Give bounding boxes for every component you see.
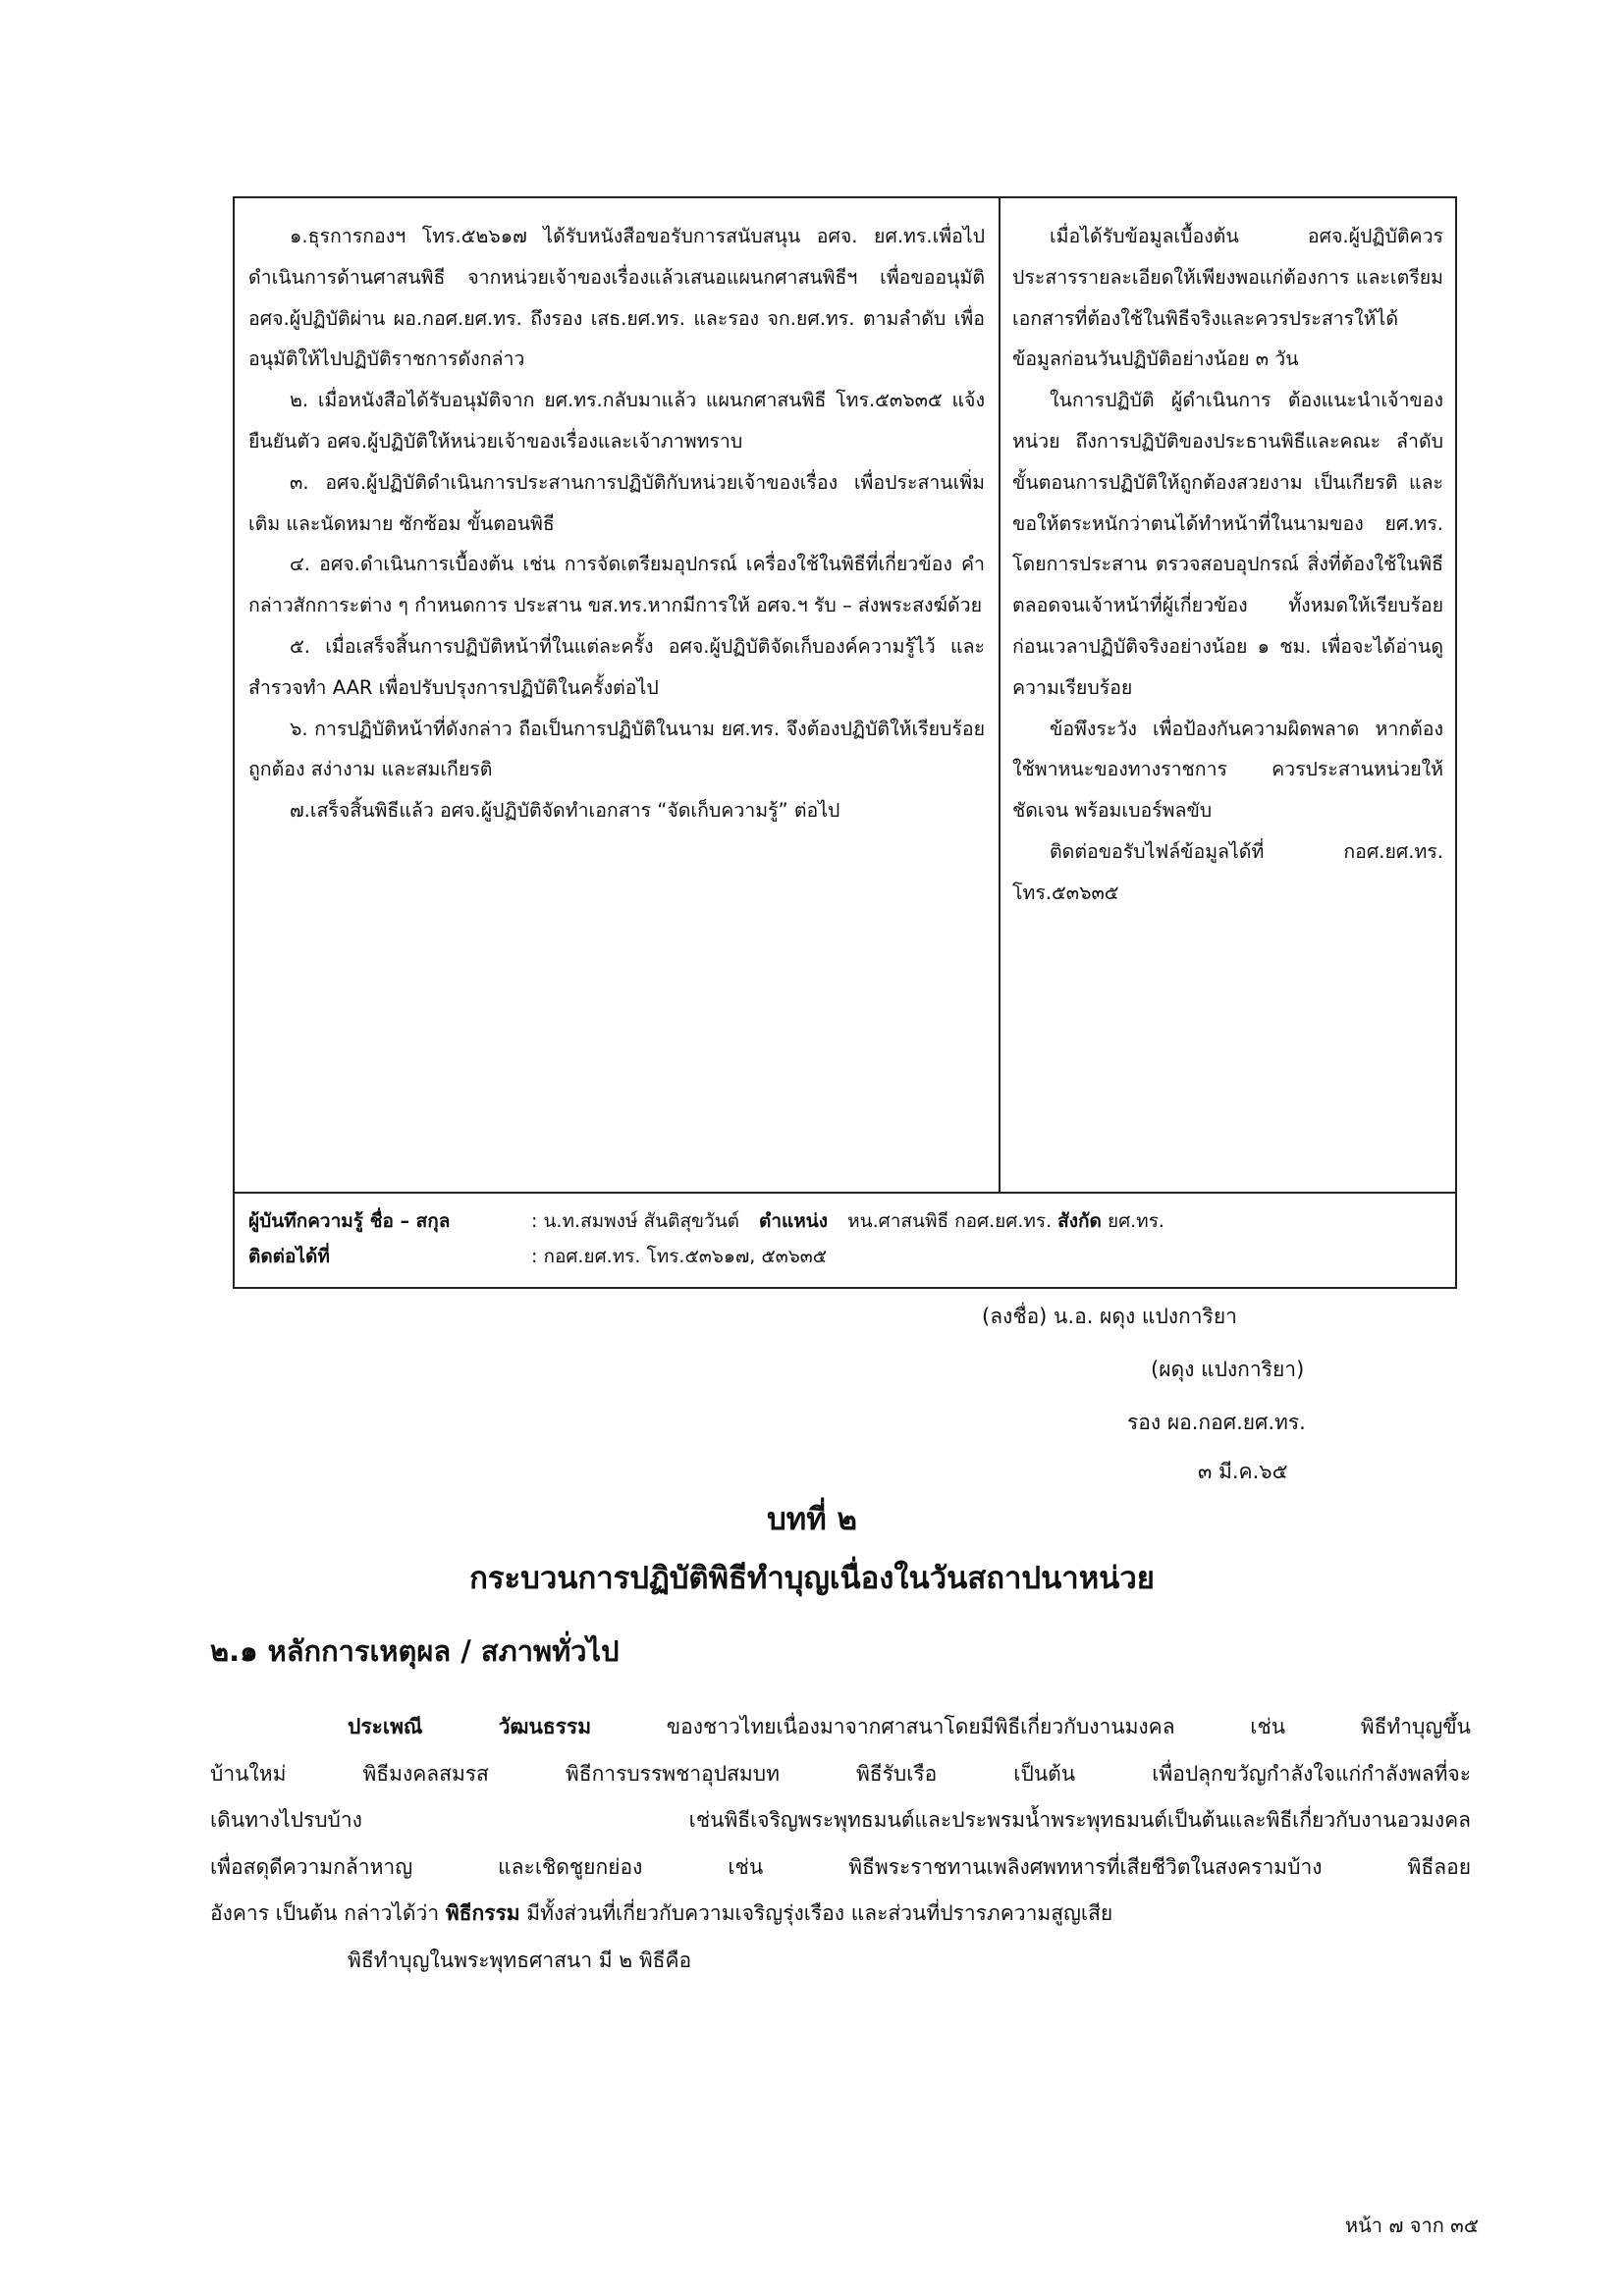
unit-value: ยศ.ทร. — [1107, 1210, 1164, 1232]
knowledge-table — [233, 196, 1457, 1289]
tip-4: ติดต่อขอรับไฟล์ข้อมูลได้ที่ กอศ.ยศ.ทร. โทร.๕๓๖๓๕ — [1012, 839, 1443, 904]
body-line-3: เดินทางไปรบบ้าง เช่นพิธีเจริญพระพุทธมนต์และประพรมน้ำพระพุทธมนต์เป็นต้นและพิธีเกี่ยวกับงานอวมงคล — [210, 1808, 1471, 1832]
procedure-step-1: ๑.ธุรการกองฯ โทร.๕๒๖๑๗ ได้รับหนังสือขอรับการสนับสนุน อศจ. ยศ.ทร.เพื่อไปดำเนินการด้านศาสนพิธี จากหน่วยเจ้าของเรื่องแล้วเสนอแผนกศาสนพิธีฯ เพื่อขออนุมัติ อศจ.ผู้ปฏิบัติผ่าน ผอ.กอศ.ยศ.ทร. ถึงรอง เสธ.ยศ.ทร. และรอง จก.ยศ.ทร. ตามลำดับ เพื่ออนุมัติให้ไปปฏิบัติราชการดังกล่าว — [248, 225, 985, 371]
signature-name: (ผดุง แปงการิยา) — [1151, 1358, 1305, 1381]
body-line-6: พิธีทำบุญในพระพุทธศาสนา มี ๒ พิธีคือ — [348, 1948, 692, 1972]
section-body — [210, 1704, 1471, 1984]
body-line-2: บ้านใหม่ พิธีมงคลสมรส พิธีการบรรพชาอุปสมบท พิธีรับเรือ เป็นต้น เพื่อปลุกขวัญกำลังใจแก่กำลังพลที่จะ — [210, 1761, 1471, 1786]
body-line-4: เพื่อสดุดีความกล้าหาญ และเชิดชูยกย่อง เช่น พิธีพระราชทานเพลิงศพทหารที่เสียชีวิตในสงครามบ้าง พิธีลอย — [210, 1854, 1471, 1879]
tip-2: ในการปฏิบัติ ผู้ดำเนินการ ต้องแนะนำเจ้าของหน่วย ถึงการปฏิบัติของประธานพิธีและคณะ ลำดับขั้นตอนการปฏิบัติให้ถูกต้องสวยงาม เป็นเกียรติ และขอให้ตระหนักว่าตนได้ทำหน้าที่ในนามของ ยศ.ทร. โดยการประสาน ตรวจสอบอุปกรณ์ สิ่งที่ต้องใช้ในพิธีตลอดจนเจ้าหน้าที่ผู้เกี่ยวข้อง ทั้งหมดให้เรียบร้อยก่อนเวลาปฏิบัติจริงอย่างน้อย ๑ ชม. เพื่อจะได้อ่านดูความเรียบร้อย — [1012, 389, 1443, 699]
contact-row — [248, 1239, 1441, 1274]
table-right-column — [1001, 198, 1455, 1192]
chapter-number: บทที่ ๒ — [767, 1502, 857, 1537]
table-footer — [235, 1192, 1455, 1287]
table-left-column — [235, 198, 1001, 1192]
contact-label: ติดต่อได้ที่ — [248, 1246, 330, 1267]
unit-label: สังกัด — [1057, 1210, 1102, 1232]
procedure-step-5: ๕. เมื่อเสร็จสิ้นการปฏิบัติหน้าที่ในแต่ละครั้ง อศจ.ผู้ปฏิบัติจัดเก็บองค์ความรู้ไว้ และสำรวจทำ AAR เพื่อปรับปรุงการปฏิบัติในครั้งต่อไป — [248, 634, 985, 699]
contact-value: : กอศ.ยศ.ทร. โทร.๕๓๖๑๗, ๕๓๖๓๕ — [531, 1246, 828, 1267]
recorder-label: ผู้บันทึกความรู้ ชื่อ – สกุล — [248, 1210, 451, 1232]
bold-term-tradition: ประเพณี วัฒนธรรม — [348, 1715, 592, 1738]
signature-position: รอง ผอ.กอศ.ยศ.ทร. — [1127, 1411, 1306, 1434]
procedure-step-4: ๔. อศจ.ดำเนินการเบื้องต้น เช่น การจัดเตรียมอุปกรณ์ เครื่องใช้ในพิธีที่เกี่ยวข้อง คำกล่าวสักการะต่าง ๆ กำหนดการ ประสาน ขส.ทร.หากมีการให้ อศจ.ฯ รับ – ส่งพระสงฆ์ด้วย — [248, 553, 985, 617]
signature-line: (ลงชื่อ) น.อ. ผดุง แปงการิยา — [982, 1305, 1237, 1328]
procedure-step-2: ๒. เมื่อหนังสือได้รับอนุมัติจาก ยศ.ทร.กลับมาแล้ว แผนกศาสนพิธี โทร.๕๓๖๓๕ แจ้งยืนยันตัว อศจ.ผู้ปฏิบัติให้หน่วยเจ้าของเรื่องและเจ้าภาพทราบ — [248, 389, 985, 453]
position-label: ตำแหน่ง — [759, 1210, 829, 1232]
section-title: ๒.๑ หลักการเหตุผล / สภาพทั่วไป — [210, 1634, 620, 1668]
tip-3: ข้อพึงระวัง เพื่อป้องกันความผิดพลาด หากต้องใช้พาหนะของทางราชการ ควรประสานหน่วยให้ชัดเจน พร้อมเบอร์พลขับ — [1012, 717, 1443, 823]
signature-date: ๓ มี.ค.๖๕ — [1198, 1460, 1288, 1483]
chapter-title: กระบวนการปฏิบัติพิธีทำบุญเนื่องในวันสถาปนาหน่วย — [469, 1561, 1155, 1596]
procedure-step-7: ๗.เสร็จสิ้นพิธีแล้ว อศจ.ผู้ปฏิบัติจัดทำเอกสาร “จัดเก็บความรู้” ต่อไป — [290, 799, 840, 823]
procedure-step-3: ๓. อศจ.ผู้ปฏิบัติดำเนินการประสานการปฏิบัติกับหน่วยเจ้าของเรื่อง เพื่อประสานเพิ่มเติม และนัดหมาย ซักซ้อม ขั้นตอนพิธี — [248, 470, 985, 535]
recorder-value: : น.ท.สมพงษ์ สันติสุขวันต์ — [531, 1210, 740, 1232]
tip-1: เมื่อได้รับข้อมูลเบื้องต้น อศจ.ผู้ปฏิบัติควรประสารรายละเอียดให้เพียงพอแก่ต้องการ และเตรียมเอกสารที่ต้องใช้ในพิธีจริงและควรประสารให้ได้ข้อมูลก่อนวันปฏิบัติอย่างน้อย ๓ วัน — [1012, 225, 1443, 371]
body-line-5: อังคาร เป็นต้น กล่าวได้ว่า พิธีกรรม มีทั้งส่วนที่เกี่ยวกับความเจริญรุ่งเรือง และส่วนที่ปรารภความสูญเสีย — [210, 1901, 1113, 1925]
procedure-step-6: ๖. การปฏิบัติหน้าที่ดังกล่าว ถือเป็นการปฏิบัติในนาม ยศ.ทร. จึงต้องปฏิบัติให้เรียบร้อย ถูกต้อง สง่างาม และสมเกียรติ — [248, 717, 985, 781]
position-value: หน.ศาสนพิธี กอศ.ยศ.ทร. — [847, 1210, 1053, 1232]
recorder-row — [248, 1203, 1441, 1239]
bold-term-ritual: พิธีกรรม — [445, 1901, 520, 1925]
page-number: หน้า ๗ จาก ๓๕ — [1344, 2214, 1479, 2237]
body-line-1: ประเพณี วัฒนธรรม ของชาวไทยเนื่องมาจากศาสนาโดยมีพิธีเกี่ยวกับงานมงคล เช่น พิธีทำบุญขึ้น — [348, 1715, 1471, 1738]
